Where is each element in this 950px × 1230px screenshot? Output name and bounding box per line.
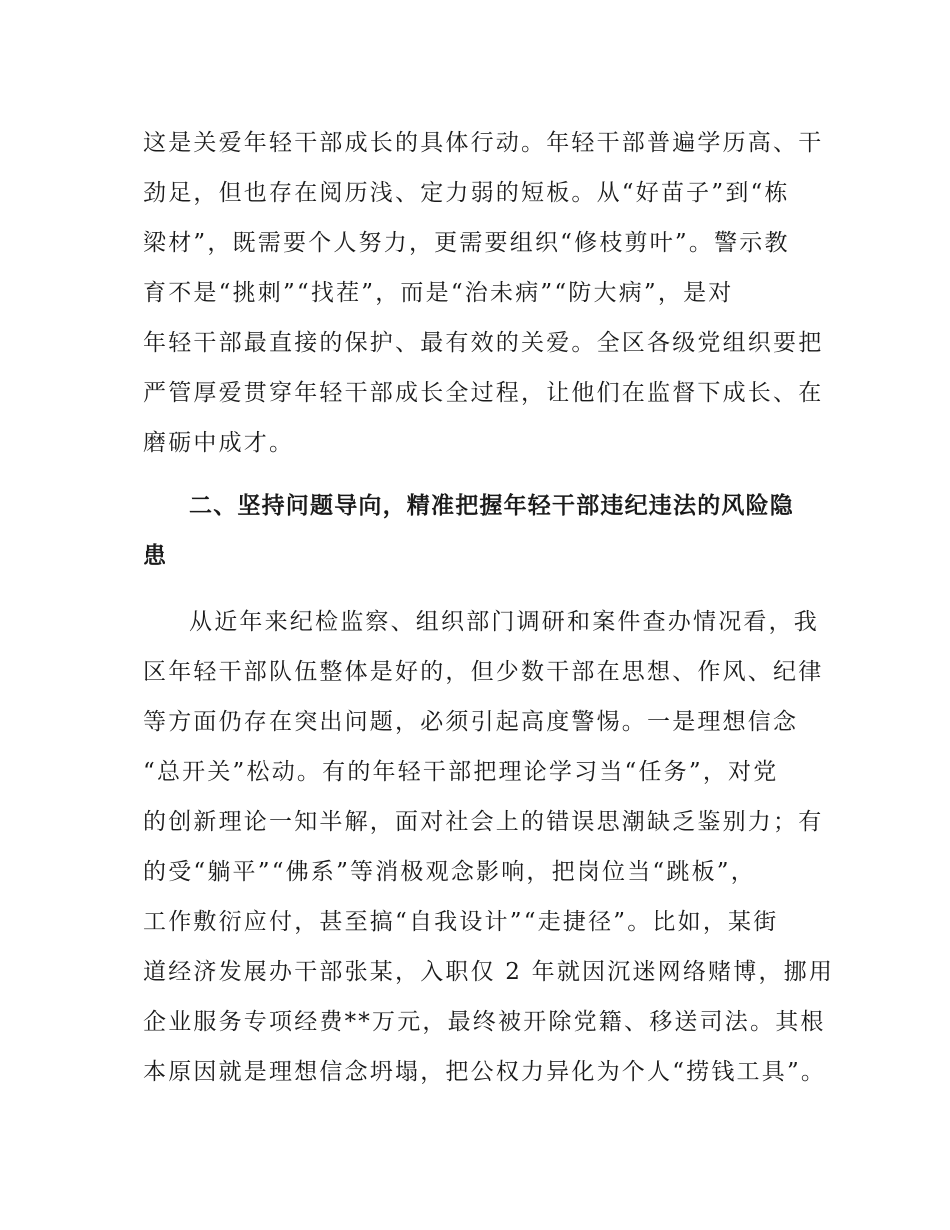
- paragraph-line: 的创新理论一知半解，面对社会上的错误思潮缺乏鉴别力；有: [143, 809, 824, 835]
- paragraph-line: 磨砺中成才。: [143, 430, 295, 456]
- paragraph-line: 劲足，但也存在阅历浅、定力弱的短板。从“好苗子”到“栋: [143, 180, 790, 206]
- paragraph-line: 梁材”，既需要个人努力，更需要组织“修枝剪叶”。警示教: [143, 230, 790, 256]
- paragraph-line: 育不是“挑刺”“找茬”，而是“治未病”“防大病”，是对: [143, 280, 734, 306]
- paragraph-line: 道经济发展办干部张某，入职仅 2 年就因沉迷网络赌博，挪用: [143, 959, 835, 985]
- paragraph-line: 的受“躺平”“佛系”等消极观念影响，把岗位当“跳板”，: [143, 859, 756, 885]
- paragraph-line: 本原因就是理想信念坍塌，把公权力异化为个人“捞钱工具”。: [143, 1059, 827, 1085]
- paragraph-line: 从近年来纪检监察、组织部门调研和案件查办情况看，我: [189, 609, 819, 635]
- heading-line: 患: [143, 543, 168, 569]
- section-heading-2: [143, 481, 823, 581]
- paragraph-line: 等方面仍存在突出问题，必须引起高度警惕。一是理想信念: [143, 709, 799, 735]
- paragraph-line: 严管厚爱贯穿年轻干部成长全过程，让他们在监督下成长、在: [143, 380, 824, 406]
- paragraph-line: 这是关爱年轻干部成长的具体行动。年轻干部普遍学历高、干: [143, 130, 824, 156]
- paragraph-line: 企业服务专项经费**万元，最终被开除党籍、移送司法。其根: [143, 1009, 826, 1035]
- heading-line: 二、坚持问题导向，精准把握年轻干部违纪违法的风险隐: [189, 493, 794, 519]
- paragraph-youth-care: [143, 118, 823, 468]
- paragraph-line: 年轻干部最直接的保护、最有效的关爱。全区各级党组织要把: [143, 330, 824, 356]
- paragraph-line: 区年轻干部队伍整体是好的，但少数干部在思想、作风、纪律: [143, 659, 824, 685]
- paragraph-problem-analysis: [143, 597, 835, 1097]
- paragraph-line: 工作敷衍应付，甚至搞“自我设计”“走捷径”。比如，某街: [143, 909, 779, 935]
- paragraph-line: “总开关”松动。有的年轻干部把理论学习当“任务”，对党: [143, 759, 779, 785]
